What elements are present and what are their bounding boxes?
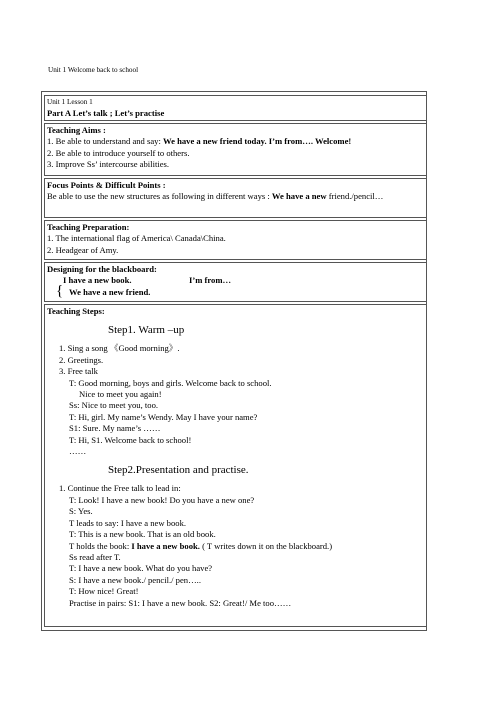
unit-lesson-label: Unit 1 Lesson 1 <box>47 98 93 106</box>
teaching-aim-3: 3. Improve Ss’ intercourse abilities. <box>47 159 170 170</box>
blackboard-brace: { <box>56 283 64 300</box>
step2-holds-line: T holds the book: I have a new book. ( T writes down it on the blackboard.) <box>69 540 333 551</box>
focus-points-text: Be able to use the new structures as following in different ways : We have a new friend./pencil… <box>47 191 384 202</box>
step1-title: Step1. Warm –up <box>108 324 185 337</box>
step1-line: S1: Sure. My name’s …… <box>69 423 161 434</box>
step1-line: Ss: Nice to meet you, too. <box>69 400 159 411</box>
teaching-preparation-heading: Teaching Preparation: <box>47 222 130 232</box>
teaching-steps-section <box>44 304 427 627</box>
step1-line: 3. Free talk <box>59 366 98 377</box>
page-header: Unit 1 Welcome back to school <box>48 66 139 74</box>
teaching-aim-2: 2. Be able to introduce yourself to others. <box>47 147 190 158</box>
step2-line: T: Look! I have a new book! Do you have a new one? <box>69 494 255 505</box>
step1-line: 2. Greetings. <box>59 354 104 365</box>
preparation-item-2: 2. Headgear of Amy. <box>47 244 119 255</box>
blackboard-heading: Designing for the blackboard: <box>47 264 157 274</box>
step2-title: Step2.Presentation and practise. <box>108 464 249 477</box>
focus-points-section <box>44 178 427 218</box>
step1-line: 1. Sing a song 《Good morning》. <box>59 343 180 354</box>
step1-line: Nice to meet you again! <box>79 389 162 400</box>
part-title: Part A Let’s talk ; Let’s practise <box>47 108 165 119</box>
teaching-steps-heading: Teaching Steps: <box>47 306 105 316</box>
step2-line: 1. Continue the Free talk to lead in: <box>59 483 181 494</box>
step2-line: Ss read after T. <box>69 551 121 562</box>
blackboard-friend-sentence: We have a new friend. <box>69 286 151 297</box>
blackboard-section <box>44 262 427 302</box>
teaching-aims-section <box>44 123 427 176</box>
teaching-aim-1: 1. Be able to understand and say: We have a new friend today. I’m from…. Welcome! <box>47 136 352 147</box>
teaching-preparation-section <box>44 220 427 260</box>
teaching-aims-heading: Teaching Aims : <box>47 125 106 135</box>
blackboard-line-2 <box>47 287 423 298</box>
step2-line: S: I have a new book./ pencil./ pen….. <box>69 574 201 585</box>
step1-line: …… <box>69 446 87 457</box>
blackboard-from-sentence: I’m from… <box>189 275 232 286</box>
step2-line: T: This is a new book. That is an old book. <box>69 529 216 540</box>
step2-line: Practise in pairs: S1: I have a new book. S2: Great!/ Me too…… <box>69 597 292 608</box>
step2-line: S: Yes. <box>69 506 93 517</box>
step1-line: T: Good morning, boys and girls. Welcome back to school. <box>69 377 272 388</box>
preparation-item-1: 1. The international flag of America\ Canada\China. <box>47 233 226 244</box>
unit-section <box>44 95 427 121</box>
step1-line: T: Hi, S1. Welcome back to school! <box>69 434 192 445</box>
focus-points-heading: Focus Points & Difficult Points : <box>47 180 166 190</box>
blackboard-book-sentence: I have a new book. <box>63 275 132 286</box>
step2-line: T: I have a new book. What do you have? <box>69 563 213 574</box>
step1-line: T: Hi, girl. My name’s Wendy. May I have your name? <box>69 411 258 422</box>
step2-line: T: How nice! Great! <box>69 586 139 597</box>
step2-line: T leads to say: I have a new book. <box>69 517 187 528</box>
